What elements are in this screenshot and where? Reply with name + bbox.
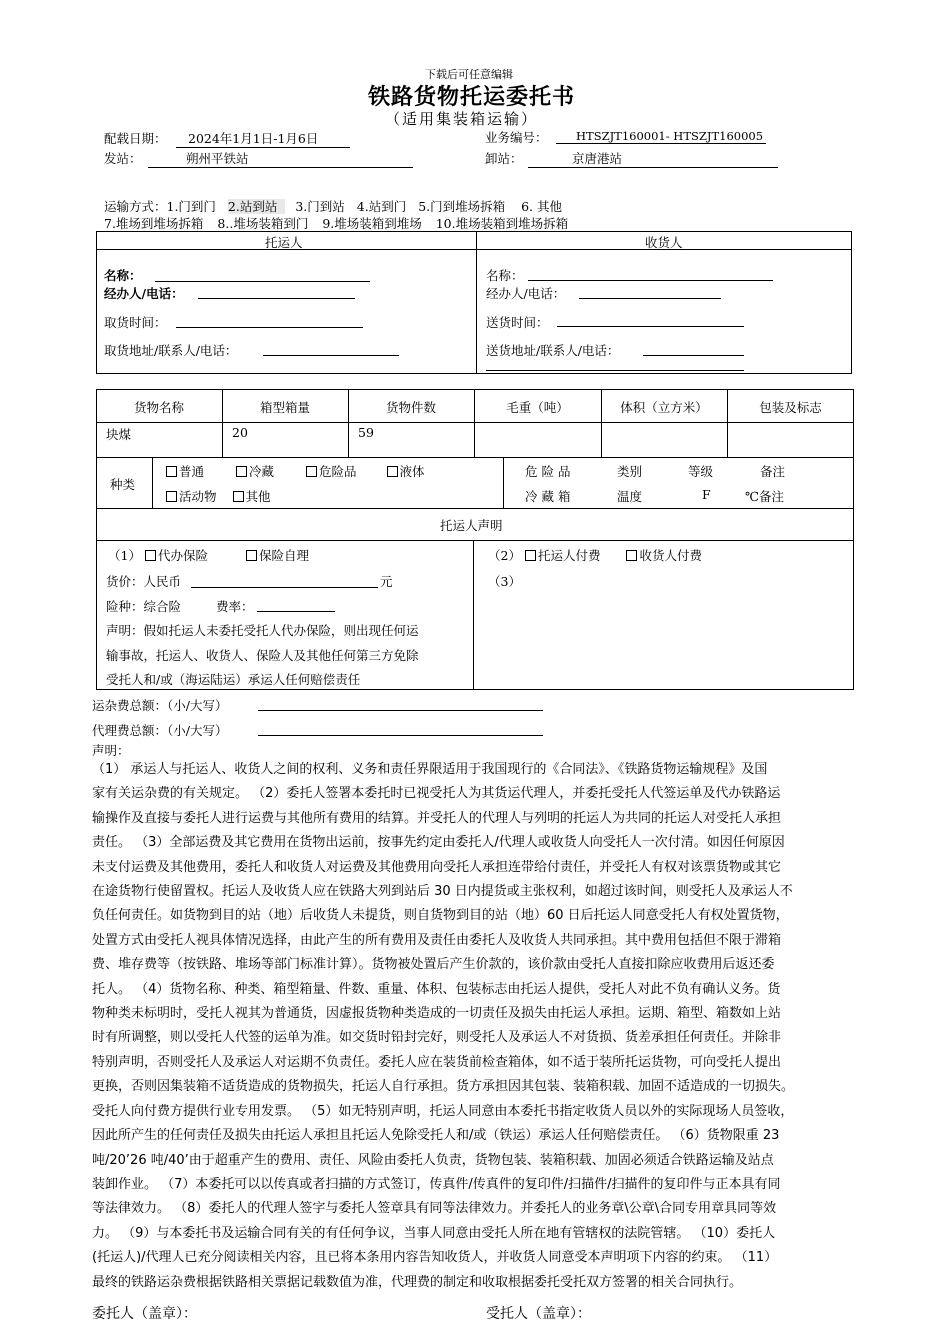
transport-mode[interactable]: 4.站到门: [356, 199, 407, 214]
dest-label: 卸站：: [485, 151, 523, 166]
terms-line: 因此所产生的任何责任及损失由托运人承担且托运人免除受托人和/或（铁运）承运人任何赔偿责任。 （6）货物限重 23: [92, 1128, 780, 1144]
transport-mode[interactable]: 9.堆场装箱到堆场: [322, 216, 422, 231]
transport-line-1: [104, 197, 562, 215]
checkbox-other[interactable]: 其他: [233, 489, 271, 504]
load-date-label: 配载日期：: [104, 131, 167, 146]
shipper-name-input[interactable]: [155, 266, 370, 282]
terms-line: 等法律效力。 （8）委托人的代理人签字与委托人签章具有同等法律效力。并委托人的业务章\公章\合同专用章具同等效: [92, 1201, 777, 1217]
col-header-container: 箱型箱量: [259, 400, 310, 415]
terms-line: 装卸作业。 （7）本委托可以以传真或者扫描的方式签订，传真件/传真件的复印件/扫描件/扫描件的复印件与正本具有同: [92, 1176, 781, 1192]
principal-signature-label: 委托人（盖章）：: [92, 1306, 197, 1322]
agency-total-label: 代理费总额：（小/大写）: [92, 723, 228, 738]
biz-no-value: HTSZJT160001- HTSZJT160005: [576, 129, 764, 143]
checkbox-refrigerated[interactable]: 冷藏: [236, 464, 274, 479]
biz-no-label: 业务编号：: [485, 130, 548, 145]
cell-pieces[interactable]: 59: [358, 425, 374, 440]
shipper-contact-label: 经办人/电话：: [104, 286, 184, 301]
terms-line: 托人。 （4）货物名称、种类、箱型箱量、件数、重量、体积、包装标志由托运人提供，受托人对此不负有确认义务。货: [92, 981, 781, 997]
col-header-goods: 货物名称: [133, 400, 184, 415]
transport-mode-selected[interactable]: 2.站到站: [228, 199, 285, 214]
terms-line: (托运人)/代理人已充分阅读相关内容，且已将本条用内容告知收货人，并收货人同意受本声明项下内容的约束。 （11）: [92, 1250, 778, 1266]
price-label: 货价：人民币: [106, 574, 182, 589]
dest-value: 京唐港站: [572, 151, 623, 166]
agency-total-input[interactable]: [258, 721, 543, 736]
transport-mode[interactable]: 7.堆场到堆场拆箱: [104, 216, 204, 231]
consignee-delivery-addr-input[interactable]: [643, 340, 744, 356]
price-unit: 元: [380, 574, 393, 589]
col-header-packing: 包装及标志: [759, 400, 822, 415]
checkbox-normal[interactable]: 普通: [166, 464, 204, 479]
declaration-header: 托运人声明: [440, 518, 503, 533]
terms-line: 负任何责任。如货物到目的站（地）后收货人未提货，则自货物到目的站（地）60 日后托运人同意受托人有权处置货物，: [92, 908, 789, 924]
consignee-extra-line: [486, 370, 744, 371]
consignee-header: 收货人: [645, 235, 683, 250]
transport-line-2: [104, 214, 568, 232]
terms-line: 家有关运杂费的有关规定。 （2）委托人签署本委托时已视受托人为其货运代理人，并委托受托人代签运单及代办铁路运: [92, 786, 781, 802]
terms-line: 最终的铁路运杂费根据铁路相关票据记载数值为准，代理费的制定和收取根据委托受托双方签署的相关合同执行。: [92, 1274, 743, 1290]
checkbox-self-insurance[interactable]: 保险自理: [246, 548, 309, 563]
remark-label: 备注: [760, 464, 786, 479]
checkbox-dangerous[interactable]: 危险品: [306, 464, 357, 479]
terms-line: 更换，否则因集装箱不适货造成的货物损失，托运人自行承担。货方承担因其包装、装箱积载、加固不适造成的一切损失。: [92, 1079, 795, 1095]
document-title: 铁路货物托运委托书: [368, 84, 576, 110]
category-label: 种类: [110, 477, 136, 492]
origin-field[interactable]: [148, 149, 413, 168]
terms-body: [92, 758, 862, 1295]
cold-label: 冷 藏 箱: [525, 489, 571, 504]
cell-container[interactable]: 20: [232, 425, 248, 440]
consignee-delivery-time-input[interactable]: [557, 311, 744, 327]
terms-line: 未支付运费及其他费用，委托人和收货人对运费及其他费用向受托人承担连带给付责任，并受托人有权对该票货物或其它: [92, 859, 782, 875]
terms-line: （1） 承运人与托运人、收货人之间的权利、义务和责任界限适用于我国现行的《合同法》、《铁路货物运输规程》及国: [92, 762, 768, 777]
terms-line: 在途货物行使留置权。托运人及收货人应在铁路大列到站后 30 日内提货或主张权利，如超过该时间，则受托人及承运人不: [92, 884, 793, 900]
terms-line: 受托人向付费方提供行业专用发票。 （5）如无特别声明，托运人同意由本委托书指定收货人员以外的实际现场人员签收，: [92, 1103, 794, 1119]
transport-mode[interactable]: 10.堆场装箱到堆场拆箱: [435, 216, 569, 231]
shipper-pickup-addr-label: 取货地址/联系人/电话：: [104, 343, 238, 358]
checkbox-live-animal[interactable]: 活动物: [166, 489, 217, 504]
origin-value: 朔州平铁站: [186, 151, 249, 166]
price-input[interactable]: [191, 572, 378, 588]
grade-label: 等级: [688, 464, 714, 479]
insurance-row: （1） 代办保险 保险自理: [108, 548, 309, 563]
item-3: （3）: [488, 574, 521, 589]
temp-label: 温度: [617, 489, 643, 504]
terms-line: 处置方式由受托人视具体情况选择，由此产生的所有费用及责任由委托人及收货人共同承担。其中费用包括但不限于滞箱: [92, 932, 782, 948]
shipper-pickup-time-input[interactable]: [176, 312, 363, 328]
consignee-delivery-time-label: 送货时间：: [486, 315, 549, 330]
insurance-statement-3: 受托人和/或（海运陆运）承运人任何赔偿责任: [106, 672, 361, 687]
load-date-value: 2024年1月1日-1月6日: [188, 131, 319, 146]
shipper-pickup-time-label: 取货时间：: [104, 315, 167, 330]
shipper-header: 托运人: [265, 235, 303, 250]
load-date-field[interactable]: [176, 129, 350, 148]
rate-label: 费率：: [216, 599, 254, 614]
insurance-statement-1: 声明：假如托运人未委托受托人代办保险，则出现任何运: [106, 623, 419, 638]
document-subtitle: （适用集装箱运输）: [385, 110, 539, 128]
terms-line: 物种类未标明时，受托人视其为普通货，因虚报货物种类造成的一切责任及损失由托运人承担。运期、箱型、箱数如上站: [92, 1006, 782, 1022]
top-note: 下载后可任意编辑: [425, 68, 513, 81]
consignee-contact-input[interactable]: [579, 283, 721, 299]
danger-label: 危 险 品: [525, 464, 571, 479]
cell-goods[interactable]: 块煤: [106, 427, 132, 442]
consignee-name-label: 名称：: [486, 268, 524, 283]
transport-mode[interactable]: 6. 其他: [521, 199, 563, 214]
terms-line: 特别声明，否则受托人及承运人对运期不负责任。委托人应在装货前检查箱体，如不适于装所托运货物，可向受托人提出: [92, 1054, 782, 1070]
transport-mode[interactable]: 5.门到堆场拆箱: [418, 199, 506, 214]
payment-row: （2） 托运人付费 收货人付费: [488, 548, 702, 563]
col-header-weight: 毛重（吨）: [506, 400, 569, 415]
class-label: 类别: [617, 464, 643, 479]
terms-line: 责任。 （3）全部运费及其它费用在货物出运前，按事先约定由委托人/代理人或收货人向受托人一次付清。如因任何原因: [92, 835, 785, 851]
consignee-name-input[interactable]: [528, 265, 773, 281]
terms-line: 输操作及直接与委托人进行运费与其他所有费用的结算。并受托人的代理人与列明的托运人为共同的托运人对受托人承担: [92, 810, 782, 826]
transport-mode[interactable]: 3.门到站: [295, 199, 345, 214]
shipper-name-label: 名称：: [104, 268, 142, 283]
terms-line: 时有所调整，则以受托人代签的运单为准。如交货时铅封完好，则受托人及承运人不对货损、货差承担任何责任。并除非: [92, 1030, 782, 1046]
col-header-pieces: 货物件数: [385, 400, 436, 415]
category-row-1: [166, 462, 425, 480]
insurance-statement-2: 输事故，托运人、收货人、保险人及其他任何第三方免除: [106, 648, 419, 663]
rate-input[interactable]: [257, 596, 335, 612]
origin-label: 发站：: [104, 151, 142, 166]
f-label: F: [702, 487, 711, 502]
consignee-delivery-addr-label: 送货地址/联系人/电话：: [486, 343, 620, 358]
transport-mode[interactable]: 运输方式：1.门到门: [104, 199, 216, 214]
col-header-volume: 体积（立方米）: [620, 400, 708, 415]
checkbox-consignee-pays[interactable]: 收货人付费: [626, 548, 702, 563]
terms-line: 力。 （9）与本委托书及运输合同有关的有任何争议，当事人同意由受托人所在地有管辖权的法院管辖。 （10）委托人: [92, 1225, 776, 1241]
dest-field[interactable]: [528, 149, 778, 168]
checkbox-agent-insurance[interactable]: 代办保险: [145, 548, 208, 563]
consignee-contact-label: 经办人/电话：: [486, 286, 566, 301]
celsius-remark-label: ℃备注: [745, 489, 784, 504]
terms-line: 吨/20’26 吨/40’由于超重产生的费用、责任、风险由委托人负责，货物包装、装箱积载、加固必须适合铁路运输及站点: [92, 1152, 774, 1168]
biz-no-field[interactable]: [556, 128, 766, 144]
shipper-contact-input[interactable]: [198, 283, 355, 299]
transport-mode[interactable]: 8..堆场装箱到门: [217, 216, 309, 231]
shipper-pickup-addr-input[interactable]: [263, 340, 399, 356]
insurance-type-label: 险种：综合险: [106, 599, 182, 614]
checkbox-liquid[interactable]: 液体: [387, 464, 425, 479]
freight-total-label: 运杂费总额：（小/大写）: [92, 698, 228, 713]
terms-line: 费、堆存费等（按铁路、堆场等部门标准计算）。货物被处置后产生价款的，该价款由受托人直接扣除应收费用后返还委: [92, 957, 775, 973]
agent-signature-label: 受托人（盖章）：: [486, 1306, 591, 1322]
freight-total-input[interactable]: [258, 696, 543, 711]
category-row-2: [166, 487, 271, 505]
terms-heading: 声明：: [92, 743, 130, 758]
checkbox-shipper-pays[interactable]: 托运人付费: [525, 548, 601, 563]
